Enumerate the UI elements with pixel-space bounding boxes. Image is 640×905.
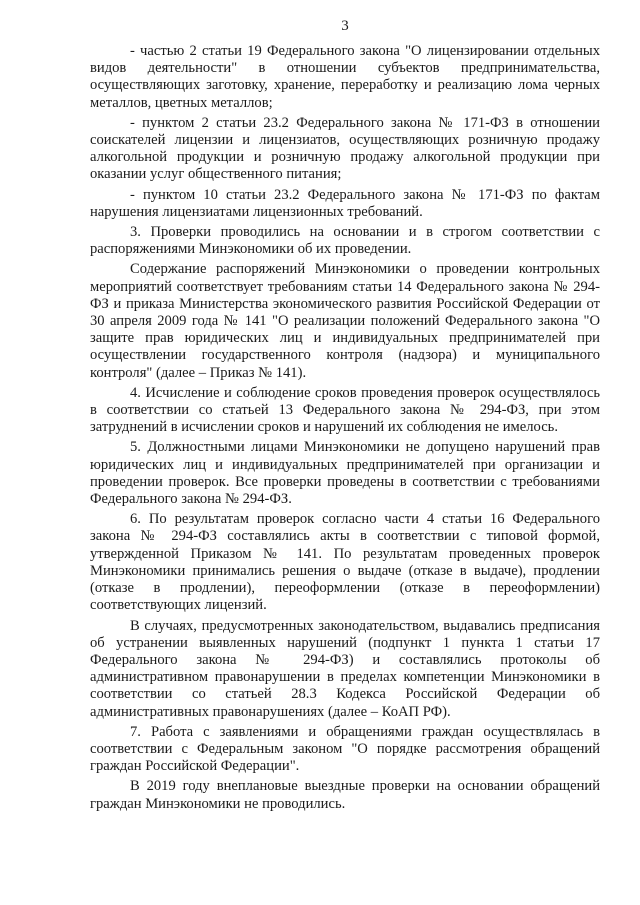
paragraph-unscheduled-inspections: В 2019 году внеплановые выездные проверки на основании обращений граждан Минэкономики не проводились.: [90, 778, 600, 812]
paragraph-alcohol-retail: - пунктом 2 статьи 23.2 Федерального закона № 171-ФЗ в отношении соискателей лицензии и лицензиатов, осуществляющих розничную продажу алкогольной продукции и розничную продажу алкогольной продукции при оказании услуг общественного питания;: [90, 114, 600, 183]
page-number: 3: [341, 18, 349, 34]
paragraph-license-violations: - пунктом 10 статьи 23.2 Федерального закона № 171-ФЗ по фактам нарушения лицензиатами лицензионных требований.: [90, 186, 600, 220]
paragraph-item-7: 7. Работа с заявлениями и обращениями граждан осуществлялась в соответствии с Федеральным законом "О порядке рассмотрения обращений граждан Российской Федерации".: [90, 723, 600, 775]
paragraph-prescriptions: В случаях, предусмотренных законодательством, выдавались предписания об устранении выявленных нарушений (подпункт 1 пункта 1 статьи 17 Федерального закона № 294-ФЗ) и составлялись протоколы об административном правонарушении в пределах компетенции Минэкономики в соответствии со статьей 28.3 Кодекса Российской Федерации об административных правонарушениях (далее – КоАП РФ).: [90, 617, 600, 720]
paragraph-item-5: 5. Должностными лицами Минэкономики не допущено нарушений прав юридических лиц и индивидуальных предпринимателей при организации и проведении проверок. Все проверки проведены в соответствии с требованиями Федерального закона № 294-ФЗ.: [90, 439, 600, 508]
paragraph-item-4: 4. Исчисление и соблюдение сроков проведения проверок осуществлялось в соответствии со статьей 13 Федерального закона № 294-ФЗ, при этом затруднений в исчислении сроков и нарушений их соблюдения не имелось.: [90, 384, 600, 436]
paragraph-item-6: 6. По результатам проверок согласно части 4 статьи 16 Федерального закона № 294-ФЗ составлялись акты в соответствии с типовой формой, утвержденной Приказом № 141. По результатам проведенных проверок Минэкономики принимались решения о выдаче (отказе в выдаче), продлении (отказе в продлении), переоформлении (отказе в переоформлении) соответствующих лицензий.: [90, 511, 600, 614]
paragraph-item-3: 3. Проверки проводились на основании и в строгом соответствии с распоряжениями Минэкономики об их проведении.: [90, 224, 600, 258]
paragraph-license-metals: - частью 2 статьи 19 Федерального закона "О лицензировании отдельных видов деятельности" в отношении субъектов предпринимательства, осуществляющих заготовку, хранение, переработку и реализацию лома черных металлов, цветных металлов;: [90, 43, 600, 111]
document-body: [90, 43, 600, 816]
document-page: [90, 0, 600, 905]
paragraph-orders-content: Содержание распоряжений Минэкономики о проведении контрольных мероприятий соответствует требованиям статьи 14 Федерального закона № 294-ФЗ и приказа Министерства экономического развития Российской Федерации от 30 апреля 2009 года № 141 "О реализации положений Федерального закона "О защите прав юридических лиц и индивидуальных предпринимателей при осуществлении государственного контроля (надзора) и муниципального контроля" (далее – Приказ № 141).: [90, 261, 600, 381]
